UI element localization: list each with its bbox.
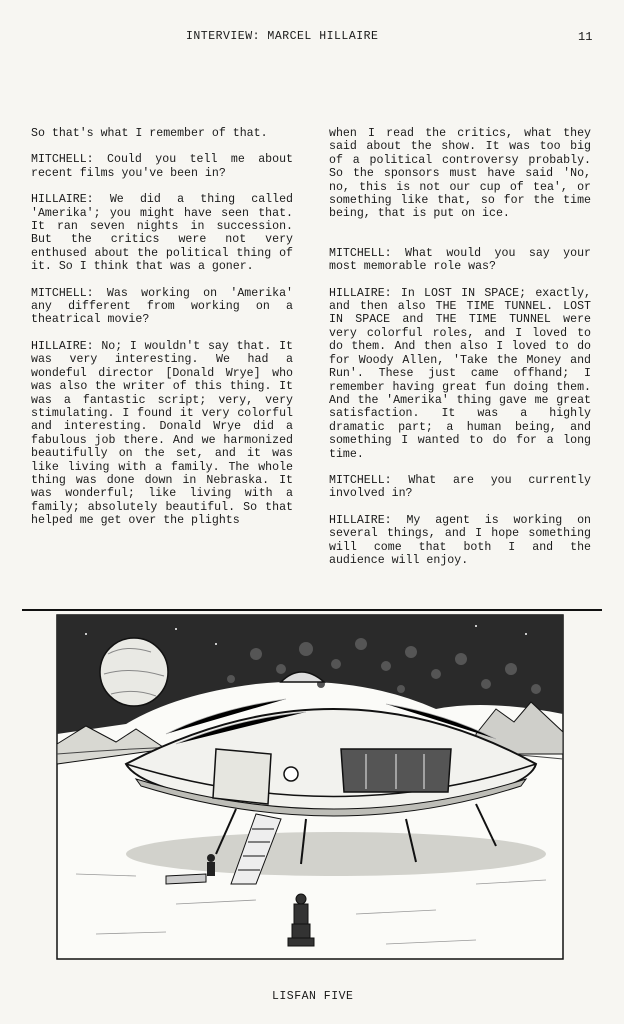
paragraph: HILLAIRE: No; I wouldn't say that. It was very interesting. We had a wondeful director [Donald Wrye] who was also the writer of this thing. It was a fantastic script; very, very stimulating. I found it very colorful and interesting. Donald Wrye did a fabulous job there. And we harmonized beautifully on the set, and it was like living with a family. The whole thing was done down in Nebraska. It was wonderful; like living with a family; absolutely beautiful. So that helped me get over the plights xyxy=(31,339,293,528)
paragraph: HILLAIRE: We did a thing called 'Amerika'; you might have seen that. It ran seven nights in succession. But the critics were not very enthused about the political thing of it. So I think that was a goner. xyxy=(31,193,293,274)
paragraph: when I read the critics, what they said about the show. It was too big of a political controversy probably. So the sponsors must have said 'No, no, this is not our cup of tea', or something like that, so for the time being, that is put on ice. xyxy=(329,127,591,221)
paragraph: MITCHELL: Was working on 'Amerika' any different from working on a theatrical movie? xyxy=(31,286,293,327)
paragraph: So that's what I remember of that. xyxy=(31,127,268,140)
paragraph: HILLAIRE: My agent is working on several things, and I hope something will come that both I and the audience will enjoy. xyxy=(329,513,591,567)
page-number: 11 xyxy=(578,30,593,44)
horizontal-rule xyxy=(22,609,602,611)
paragraph: HILLAIRE: In LOST IN SPACE; exactly, and then also THE TIME TUNNEL. LOST IN SPACE and THE TIME TUNNEL were very colorful roles, and I loved to do them. And then also I loved to do for Woody Allen, 'Take the Money and Run'. These just came offhand; I remember having great fun doing them. And the 'Amerika' thing gave me great satisfaction. It was a highly dramatic part; a human being, and something I wanted to do for a long time. xyxy=(329,286,591,461)
spaceship-illustration xyxy=(56,614,564,960)
page-header xyxy=(0,30,624,46)
paragraph: MITCHELL: What are you currently involved in? xyxy=(329,473,591,501)
left-column xyxy=(31,127,293,541)
paragraph: MITCHELL: What would you say your most memorable role was? xyxy=(329,246,591,274)
header-title: INTERVIEW: MARCEL HILLAIRE xyxy=(186,30,379,43)
footer: LISFAN FIVE xyxy=(272,990,354,1003)
right-column xyxy=(329,127,591,580)
paragraph: MITCHELL: Could you tell me about recent films you've been in? xyxy=(31,153,293,180)
